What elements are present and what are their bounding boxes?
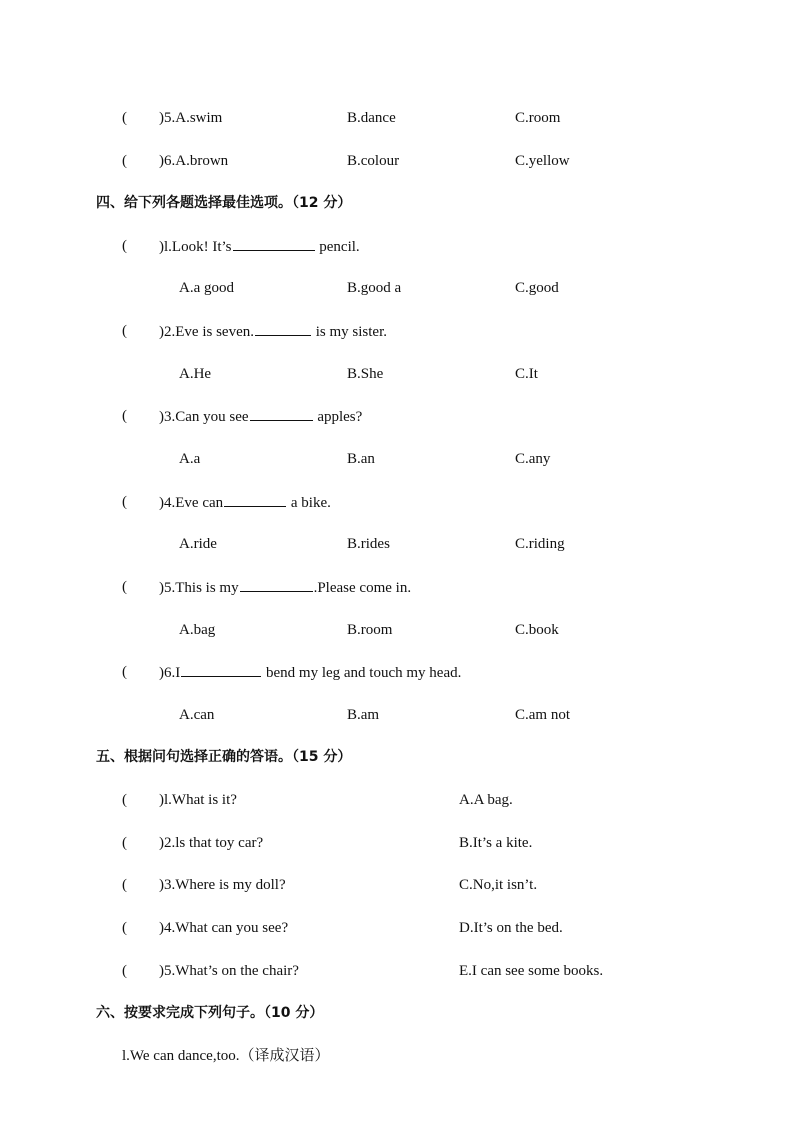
question-text: )l.Look! It’s	[159, 239, 232, 255]
question-stem	[159, 235, 360, 258]
answer-option: A.A bag.	[459, 792, 513, 808]
question-row	[0, 405, 793, 427]
answer-option: B.It’s a kite.	[459, 835, 533, 851]
answer-option: C.No,it isn’t.	[459, 877, 538, 893]
question-text-end: bend my leg and touch my head.	[266, 665, 462, 681]
option-b: B.She	[347, 366, 384, 382]
option-b: B.am	[347, 707, 380, 723]
option-c: C.room	[515, 110, 561, 126]
match-row	[0, 874, 793, 896]
section-4-header	[0, 192, 793, 214]
question-row	[0, 576, 793, 598]
answer-paren: (	[122, 494, 127, 510]
section-5-header	[0, 746, 793, 768]
option-b: B.dance	[347, 110, 396, 126]
question-text-end: is my sister.	[315, 324, 387, 340]
question-text: )l.What is it?	[159, 792, 237, 808]
answer-option: D.It’s on the bed.	[459, 920, 563, 936]
match-row	[0, 917, 793, 939]
question-option-a: )5.A.swim	[159, 110, 223, 126]
question-text: )6.I	[159, 665, 181, 681]
question-row	[0, 235, 793, 257]
fill-blank	[250, 405, 313, 421]
options-row	[0, 448, 793, 470]
question-text: )4.What can you see?	[159, 920, 289, 936]
options-row	[0, 704, 793, 726]
option-c: C.any	[515, 451, 551, 467]
question-stem	[159, 405, 362, 428]
option-c: C.riding	[515, 536, 565, 552]
fill-blank	[233, 235, 315, 251]
question-text: )2.ls that toy car?	[159, 835, 264, 851]
fill-blank	[224, 491, 286, 507]
answer-paren: (	[122, 920, 127, 936]
option-a: A.can	[179, 707, 215, 723]
fill-blank	[181, 661, 261, 677]
option-a: A.bag	[179, 622, 216, 638]
question-text-end: apples?	[317, 409, 363, 425]
answer-paren: (	[122, 153, 127, 169]
option-b: B.rides	[347, 536, 390, 552]
question-text: )4.Eve can	[159, 495, 224, 511]
question-row	[0, 661, 793, 683]
option-a: A.ride	[179, 536, 217, 552]
answer-paren: (	[122, 664, 127, 680]
question-stem	[159, 576, 411, 599]
answer-paren: (	[122, 877, 127, 893]
option-b: B.an	[347, 451, 375, 467]
answer-paren: (	[122, 579, 127, 595]
translation-item	[0, 1045, 793, 1067]
answer-paren: (	[122, 408, 127, 424]
question-text-end: a bike.	[290, 495, 331, 511]
question-row	[0, 107, 793, 129]
question-text: )5.This is my	[159, 580, 239, 596]
section-heading: 五、根据问句选择正确的答语。（15 分）	[96, 749, 352, 765]
question-row	[0, 150, 793, 172]
option-c: C.It	[515, 366, 538, 382]
answer-paren: (	[122, 835, 127, 851]
option-b: B.good a	[347, 280, 402, 296]
question-text: )5.What’s on the chair?	[159, 963, 299, 979]
question-text-end: .Please come in.	[313, 580, 412, 596]
question-text: )3.Can you see	[159, 409, 249, 425]
question-stem	[159, 491, 331, 514]
question-text: )3.Where is my doll?	[159, 877, 286, 893]
question-row	[0, 491, 793, 513]
options-row	[0, 533, 793, 555]
question-text-end: pencil.	[319, 239, 360, 255]
options-row	[0, 619, 793, 641]
fill-blank	[255, 320, 311, 336]
fill-blank	[240, 576, 313, 592]
option-c: C.book	[515, 622, 559, 638]
section-6-header	[0, 1002, 793, 1024]
question-row	[0, 320, 793, 342]
question-stem	[159, 320, 387, 343]
question-stem	[159, 661, 461, 684]
answer-paren: (	[122, 110, 127, 126]
option-a: A.a good	[179, 280, 234, 296]
question-text: )2.Eve is seven.	[159, 324, 254, 340]
options-row	[0, 363, 793, 385]
answer-paren: (	[122, 323, 127, 339]
question-option-a: )6.A.brown	[159, 153, 229, 169]
option-b: B.room	[347, 622, 393, 638]
option-a: A.a	[179, 451, 201, 467]
answer-paren: (	[122, 963, 127, 979]
option-c: C.yellow	[515, 153, 570, 169]
option-b: B.colour	[347, 153, 400, 169]
answer-paren: (	[122, 792, 127, 808]
match-row	[0, 960, 793, 982]
answer-paren: (	[122, 238, 127, 254]
option-a: A.He	[179, 366, 212, 382]
section-heading: 四、给下列各题选择最佳选项。（12 分）	[96, 195, 352, 211]
question-text: l.We can dance,too.（译成汉语）	[122, 1048, 330, 1064]
match-row	[0, 789, 793, 811]
match-row	[0, 832, 793, 854]
option-c: C.am not	[515, 707, 570, 723]
options-row	[0, 277, 793, 299]
section-heading: 六、按要求完成下列句子。（10 分）	[96, 1005, 324, 1021]
option-c: C.good	[515, 280, 559, 296]
answer-option: E.I can see some books.	[459, 963, 604, 979]
